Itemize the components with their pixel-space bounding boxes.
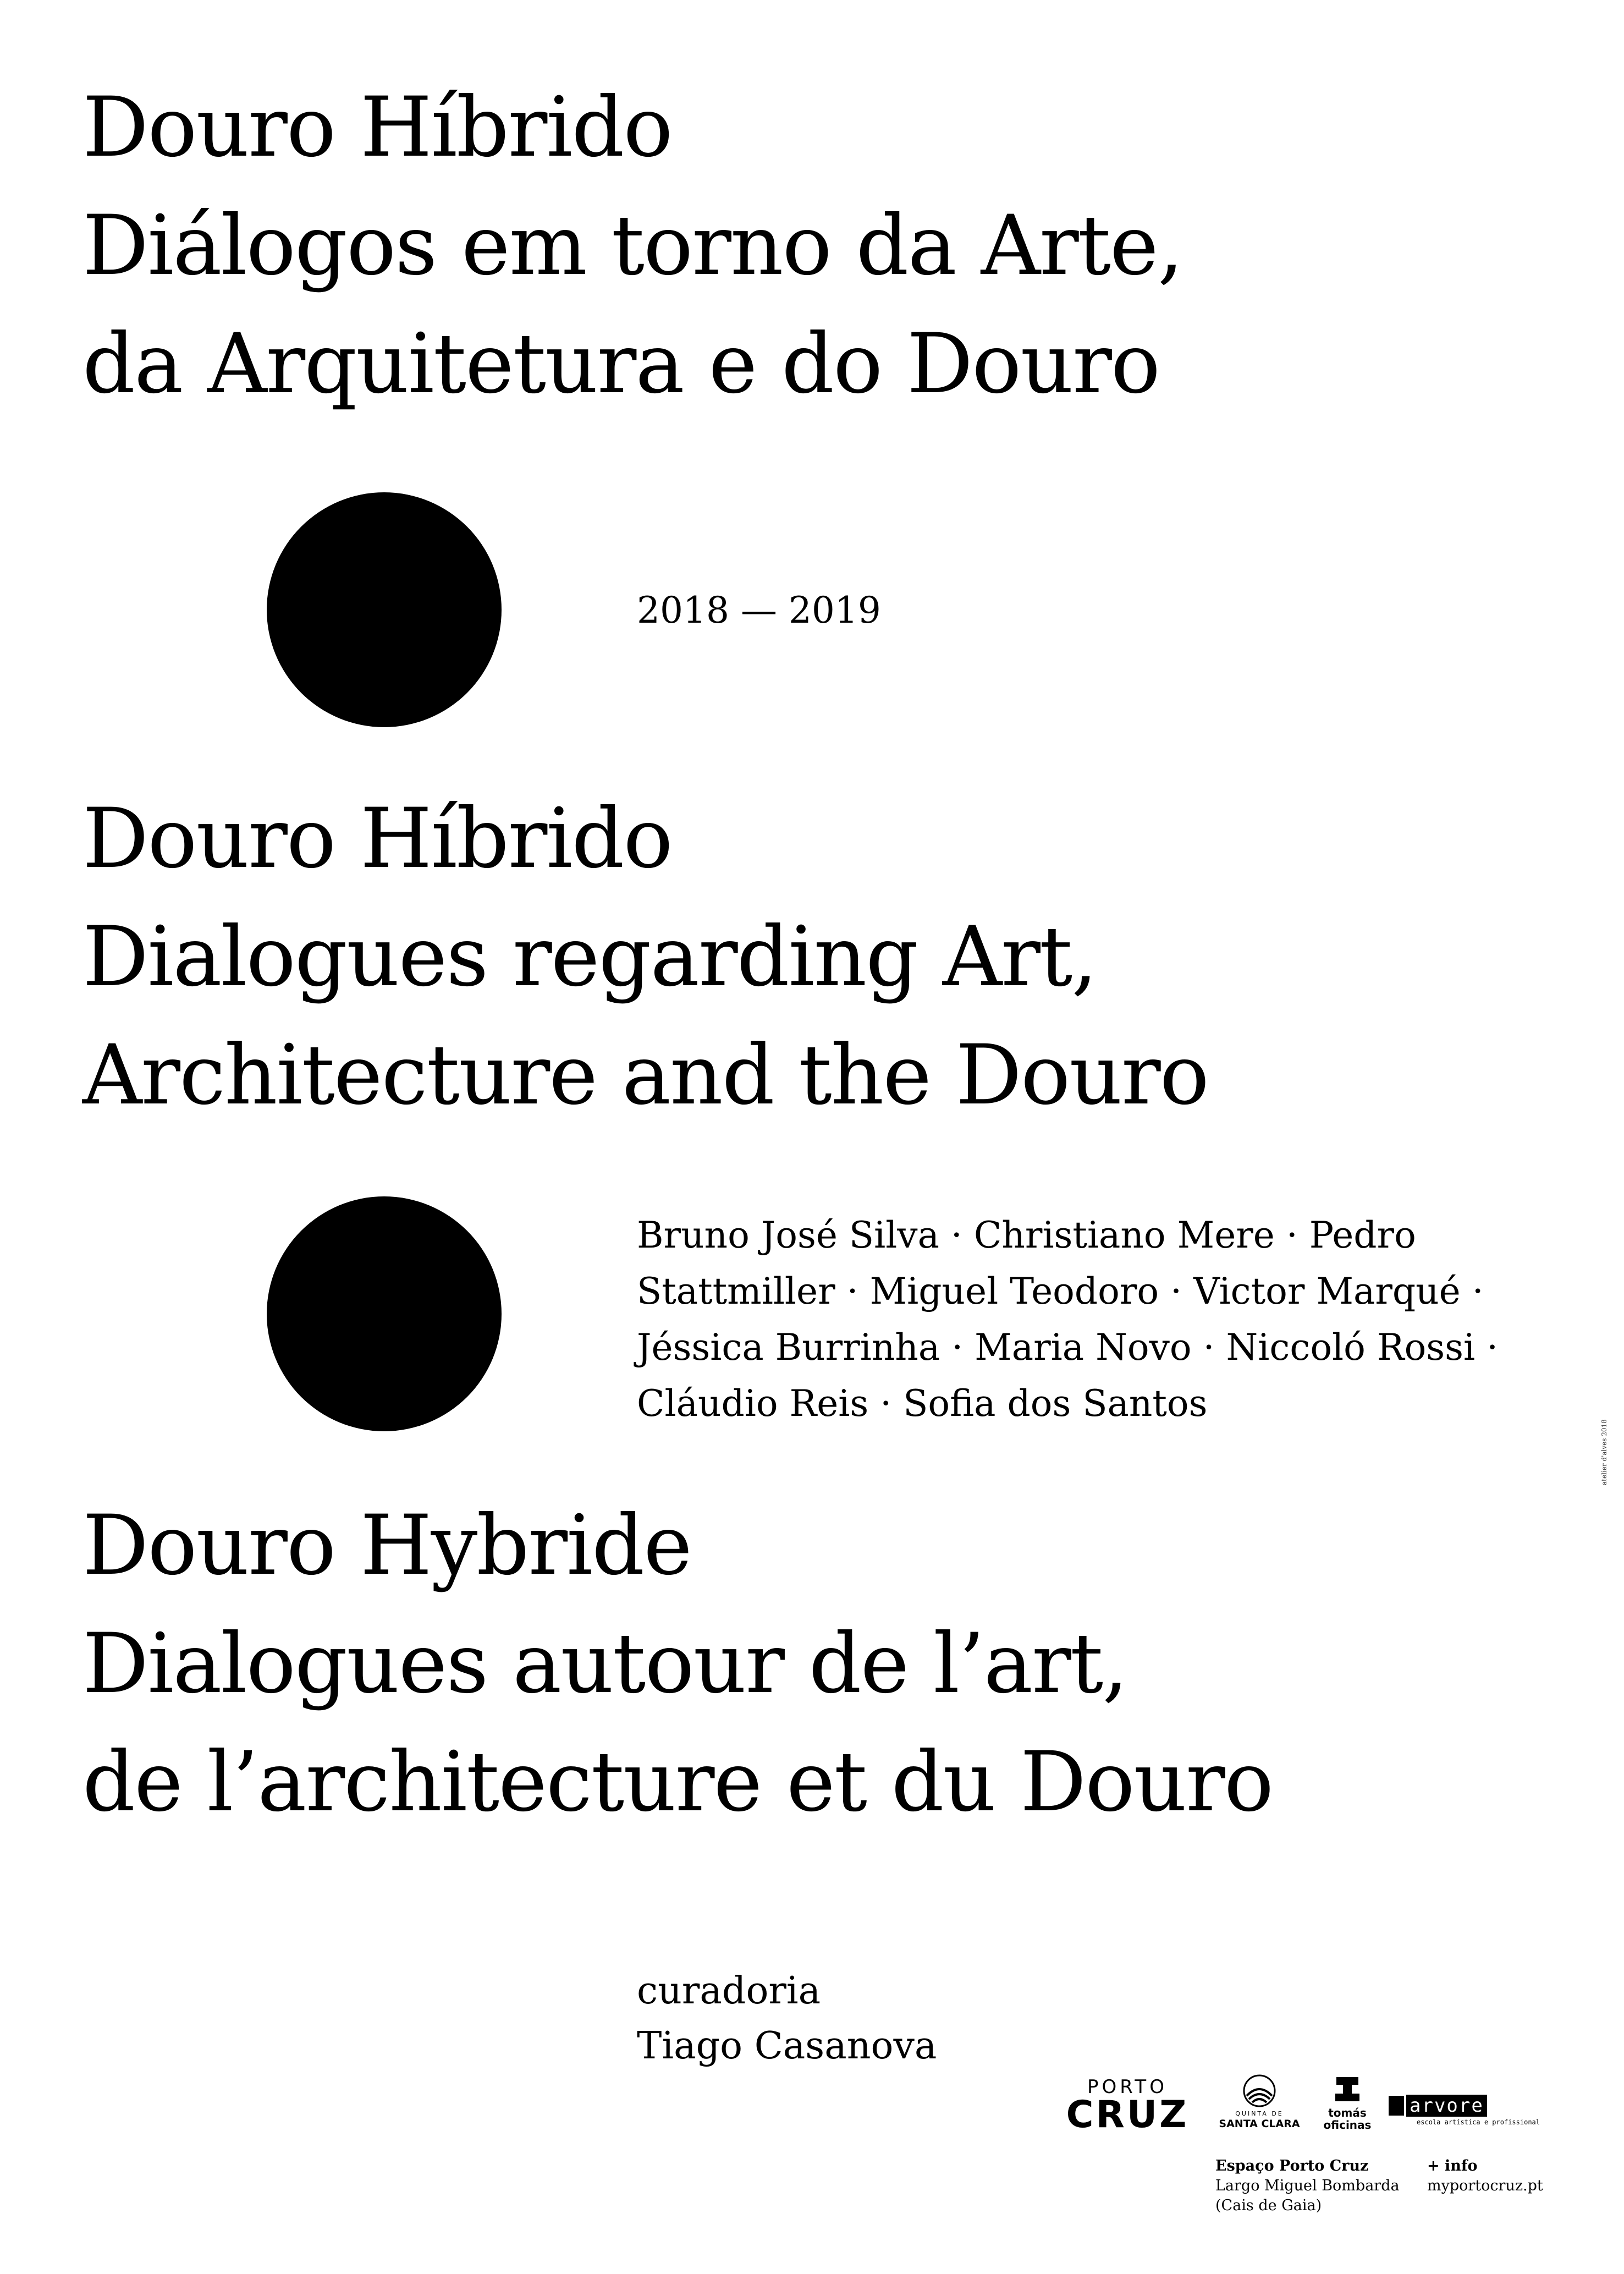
info-url[interactable]: myportocruz.pt — [1427, 2177, 1543, 2194]
title-fr-line-2: Dialogues autour de l’art, — [82, 1616, 1127, 1712]
arvore-mark-icon — [1389, 2096, 1404, 2116]
tomas-oficinas-logo — [1320, 2074, 1375, 2131]
santa-clara-logo — [1215, 2074, 1303, 2130]
title-pt-line-1: Douro Híbrido — [82, 80, 672, 175]
title-pt-line-2: Diálogos em torno da Arte, — [82, 198, 1183, 294]
venue-area: (Cais de Gaia) — [1215, 2197, 1322, 2214]
title-fr-line-3: de l’architecture et du Douro — [82, 1734, 1273, 1830]
curator-name: Tiago Casanova — [637, 2024, 937, 2068]
santa-clara-logo-bottom: SANTA CLARA — [1219, 2118, 1300, 2130]
info-label: + info — [1427, 2157, 1478, 2174]
artists-line-3: Jéssica Burrinha · Maria Novo · Niccoló Rossi · — [637, 1326, 1499, 1369]
porto-cruz-logo-top: PORTO — [1087, 2076, 1168, 2098]
curation-credit — [637, 1964, 937, 2074]
venue-name: Espaço Porto Cruz — [1215, 2157, 1369, 2174]
venue-street: Largo Miguel Bombarda — [1215, 2177, 1400, 2194]
porto-cruz-logo-bottom: CRUZ — [1066, 2093, 1189, 2136]
tomas-logo-line-2: oficinas — [1323, 2118, 1372, 2132]
arvore-logo-box — [1389, 2095, 1540, 2117]
arvore-logo-name: arvore — [1406, 2095, 1487, 2117]
artists-line-4: Cláudio Reis · Sofia dos Santos — [637, 1382, 1208, 1425]
years-range: 2018 — 2019 — [637, 589, 881, 631]
black-circle-1 — [267, 492, 502, 727]
anvil-icon — [1331, 2074, 1364, 2105]
santa-clara-emblem-icon — [1240, 2074, 1279, 2108]
title-portuguese — [82, 69, 1182, 424]
curation-label: curadoria — [637, 1969, 821, 2013]
arvore-logo-sub: escola artística e profissional — [1417, 2118, 1540, 2126]
title-pt-line-3: da Arquitetura e do Douro — [82, 316, 1160, 412]
title-en-line-2: Dialogues regarding Art, — [82, 909, 1097, 1005]
tomas-logo-line-1: tomás — [1328, 2106, 1367, 2119]
title-french — [82, 1487, 1273, 1842]
title-en-line-1: Douro Híbrido — [82, 791, 672, 887]
title-en-line-3: Architecture and the Douro — [82, 1028, 1208, 1123]
artists-line-2: Stattmiller · Miguel Teodoro · Victor Marqué · — [637, 1270, 1484, 1312]
design-credit: atelier d'alves 2018 — [1600, 1419, 1608, 1485]
arvore-logo — [1389, 2095, 1540, 2127]
porto-cruz-logo — [1061, 2076, 1193, 2136]
santa-clara-logo-top: QUINTA DE — [1235, 2110, 1284, 2117]
venue-address — [1215, 2156, 1400, 2216]
title-fr-line-1: Douro Hybride — [82, 1498, 691, 1594]
more-info — [1427, 2156, 1543, 2196]
artists-line-1: Bruno José Silva · Christiano Mere · Pedro — [637, 1214, 1416, 1256]
title-english — [82, 780, 1208, 1135]
artists-list — [637, 1207, 1498, 1432]
black-circle-2 — [267, 1196, 502, 1431]
